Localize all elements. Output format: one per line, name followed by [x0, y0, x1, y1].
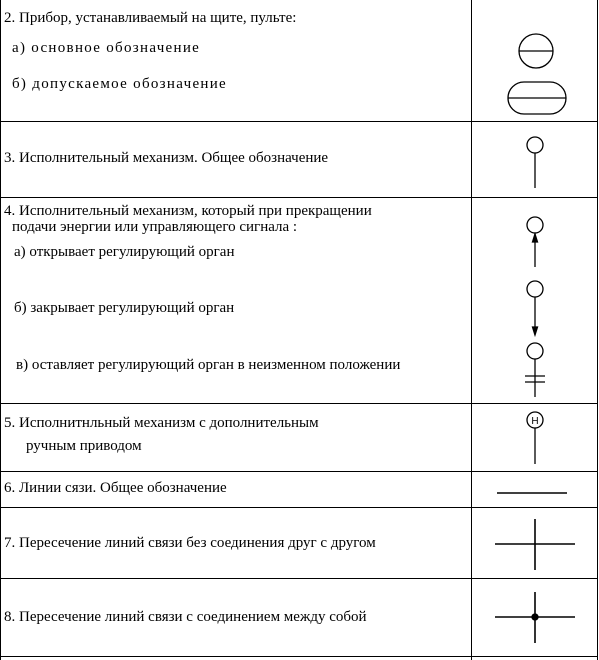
row-title: 7. Пересечение линий связи без соединения друг с другом	[4, 535, 376, 551]
row-title-continuation: ручным приводом	[26, 438, 142, 454]
row-title-continuation: подачи энергии или управляющего сигнала :	[12, 219, 298, 235]
table-border-right	[597, 0, 598, 660]
actuator-opens-icon	[520, 212, 550, 268]
crossing-junction-icon	[492, 590, 578, 646]
row-divider	[0, 507, 598, 508]
manual-drive-label: Н	[531, 416, 539, 427]
instrument-panel-alt-icon	[505, 79, 569, 119]
column-divider	[471, 0, 472, 660]
actuator-general-icon	[520, 130, 550, 190]
row-title: 3. Исполнительный механизм. Общее обозначение	[4, 150, 329, 166]
row-divider	[0, 578, 598, 579]
row-item: в) оставляет регулирующий орган в неизменном положении	[16, 357, 401, 373]
actuator-closes-icon	[520, 276, 550, 336]
row-item: а) открывает регулирующий орган	[14, 244, 235, 260]
row-divider	[0, 403, 598, 404]
connection-line-icon	[495, 488, 575, 498]
row-item: б) допускаемое обозначение	[12, 76, 228, 92]
row-divider	[0, 197, 598, 198]
table-border-bottom	[0, 656, 598, 657]
actuator-manual-drive-icon	[520, 406, 550, 466]
row-divider	[0, 471, 598, 472]
table-border-left	[0, 0, 1, 660]
row-title: 2. Прибор, устанавливаемый на щите, пульте:	[4, 10, 297, 26]
row-divider	[0, 121, 598, 122]
row-title: 4. Исполнительный механизм, который при прекращении	[4, 203, 372, 219]
row-title: 5. Исполнитнльный механизм с дополнительным	[4, 415, 319, 431]
actuator-holds-icon	[520, 338, 550, 398]
row-item: а) основное обозначение	[12, 40, 201, 56]
crossing-no-junction-icon	[492, 517, 578, 573]
row-title: 6. Линии сязи. Общее обозначение	[4, 480, 227, 496]
row-item: б) закрывает регулирующий орган	[14, 300, 235, 316]
row-title: 8. Пересечение линий связи с соединением между собой	[4, 609, 367, 625]
instrument-panel-main-icon	[516, 31, 556, 71]
